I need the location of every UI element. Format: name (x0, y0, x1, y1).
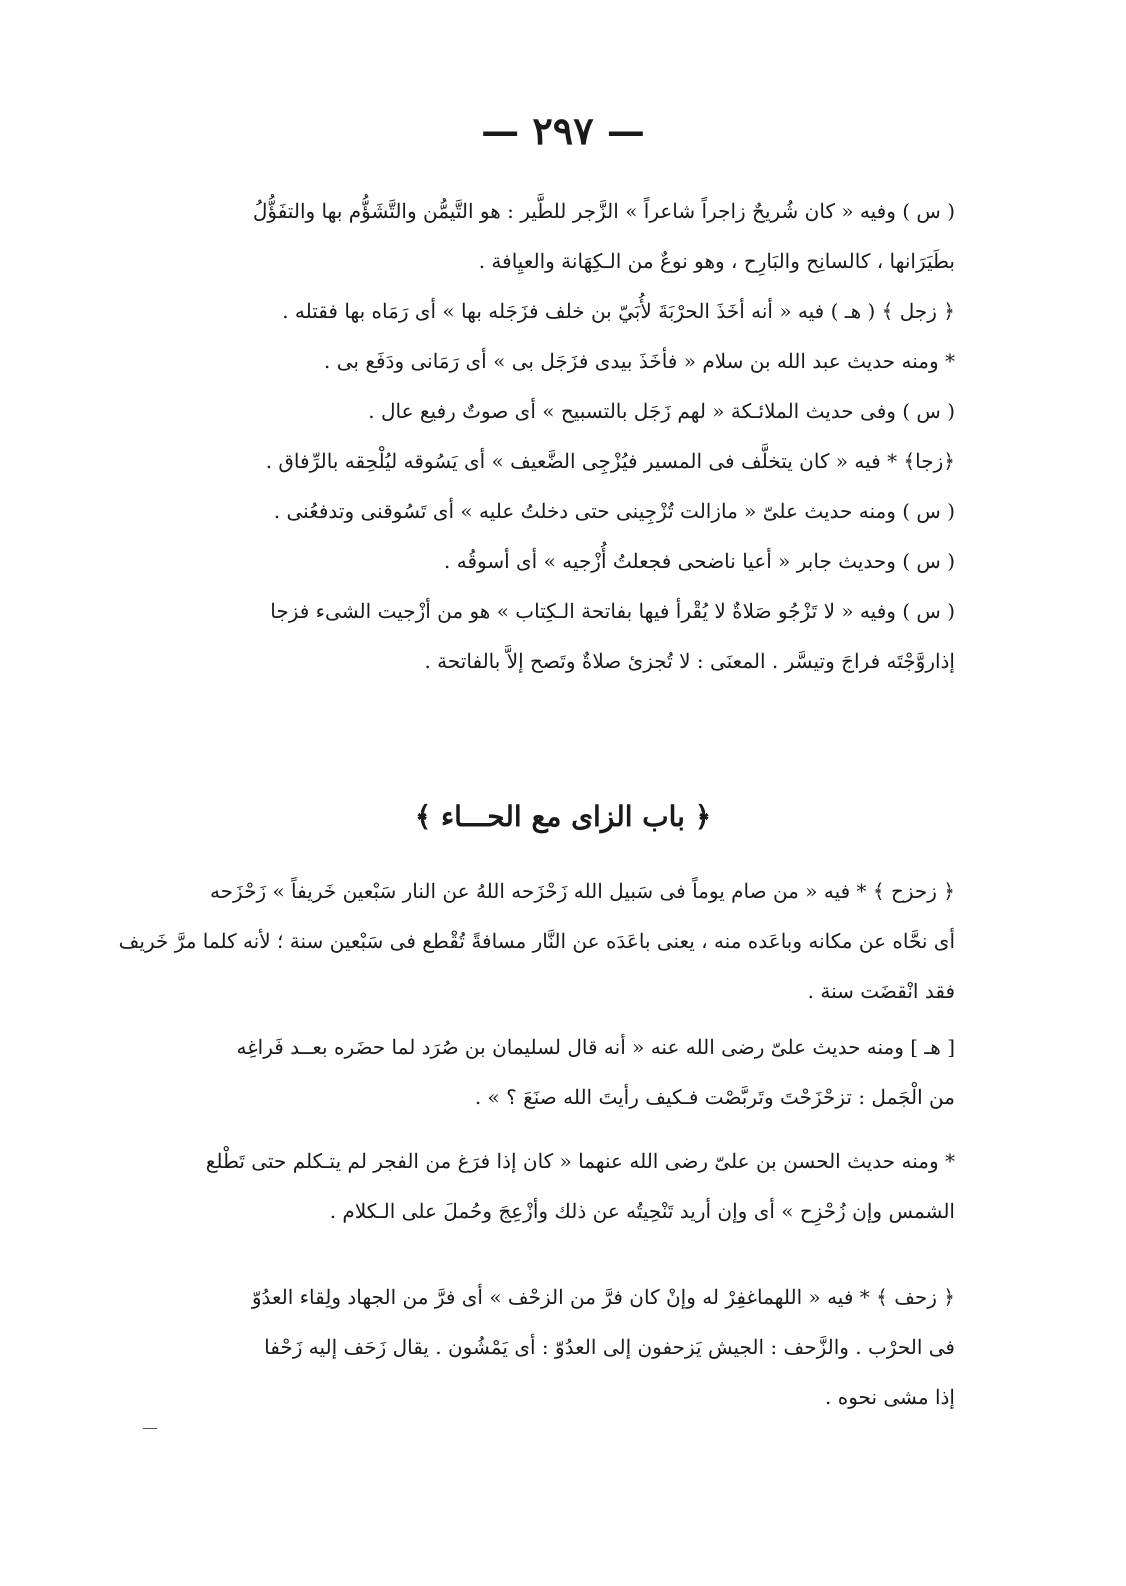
text-line: فى الحرْب . والزَّحف : الجيش يَزحفون إلى العدُوّ : أى يَمْشُون . يقال زَحَف إليه زَحْفا (264, 1335, 955, 1359)
entry-zahzah-hasan-hadith (140, 1136, 955, 1236)
text-line: أى نحَّاه عن مكانه وباعَده منه ، يعنى باعَدَه عن النَّار مسافةً تُقْطع فى سَبْعين سنة ؛ لأنه كلما مرَّ خَريف (118, 929, 955, 953)
text-line: بطَيَرَانها ، كالسانِح والبَارِح ، وهو نوعٌ من الـكِهَانة والعيِافة . (478, 249, 955, 273)
text-line: ﴿ زحزح ﴾ * فيه « من صام يوماً فى سَبيل الله زَحْزَحه اللهُ عن النار سَبْعين خَريفاً » زَحْزَحه (209, 879, 955, 903)
text-line: ( س ) وحديث جابر « أعيا ناضحى فجعلتُ أُزْجيه » أى أسوقُه . (444, 549, 955, 573)
text-line: * ومنه حديث الحسن بن علىّ رضى الله عنهما « كان إذا فرَغ من الفجر لم يتـكلم حتى تَطْلع (205, 1149, 955, 1173)
text-line: ( س ) ومنه حديث علىّ « مازالت تُزْجِينى حتى دخلتُ عليه » أى تَسُوقنى وتدفعُنى . (273, 499, 955, 523)
section-heading: ﴿ باب الزاى مع الحـــاء ﴾ (414, 800, 712, 833)
text-line: فقد انْقضَت سنة . (807, 979, 955, 1003)
text-line: إذاروَّجْتَه فراجَ وتيسَّر . المعنَى : لا تُجزئ صلاةٌ وتَصح إلاَّ بالفاتحة . (424, 649, 955, 673)
entry-zahzah-ali-hadith (140, 1022, 955, 1122)
text-line: ﴿زجا﴾ * فيه « كان يتخلَّف فى المسير فيُزْجِى الضَّعيف » أى يَسُوقه ليُلْحِقه بالرِّفاق . (265, 449, 955, 473)
text-line: ﴿ زحف ﴾ * فيه « اللهماغفِرْ له وإنْ كان فرَّ من الزحْف » أى فرَّ من الجهاد ولِقاء العدُوّ (251, 1285, 955, 1309)
page-number: — ٢٩٧ — (481, 108, 645, 153)
margin-dash (143, 1428, 157, 1429)
text-line: الشمس وإن زُحْزِح » أى وإن أريد تَنْحِيتُه عن ذلك وأزْعِجَ وحُملَ على الـكلام . (329, 1199, 955, 1223)
text-line: ﴿ زجل ﴾ ( هـ ) فيه « أنه أخَذَ الحرْبَةَ لأُبَيّ بن خلف فزَجَله بها » أى رَمَاه بها فقتله . (282, 299, 955, 323)
entry-zahf (140, 1272, 955, 1422)
text-line: إذا مشى نحوه . (825, 1385, 955, 1409)
entries-block-zajr-zajala-zaja (140, 186, 955, 686)
entry-zahzah (118, 866, 955, 1016)
text-line: ( س ) وفى حديث الملائـكة « لهم زَجَل بالتسبيح » أى صوتٌ رفيع عال . (368, 399, 955, 423)
text-line: ( س ) وفيه « لا تَزْجُو صَلاةٌ لا يُقْرأ فيها بفاتحة الـكِتاب » هو من أزْجيت الشىء فزجا (270, 599, 955, 623)
text-line: من الْجَمل : تزحْزَحْتَ وتَربَّصْت فـكيف رأيتَ الله صنَعَ ؟ » . (474, 1085, 955, 1109)
text-line: * ومنه حديث عبد الله بن سلام « فأخَذَ بيدى فزَجَل بى » أى رَمَانى ودَفَع بى . (324, 349, 955, 373)
text-line: [ هـ ] ومنه حديث علىّ رضى الله عنه « أنه قال لسليمان بن صُرَد لما حضَره بعــد فَراغِه (236, 1035, 955, 1059)
text-line: ( س ) وفيه « كان شُريحٌ زاجراً شاعراً » الزَّجر للطَّير : هو التَّيمُّن والتَّشَؤُّم بها والتفَؤُّلُ (252, 199, 955, 223)
